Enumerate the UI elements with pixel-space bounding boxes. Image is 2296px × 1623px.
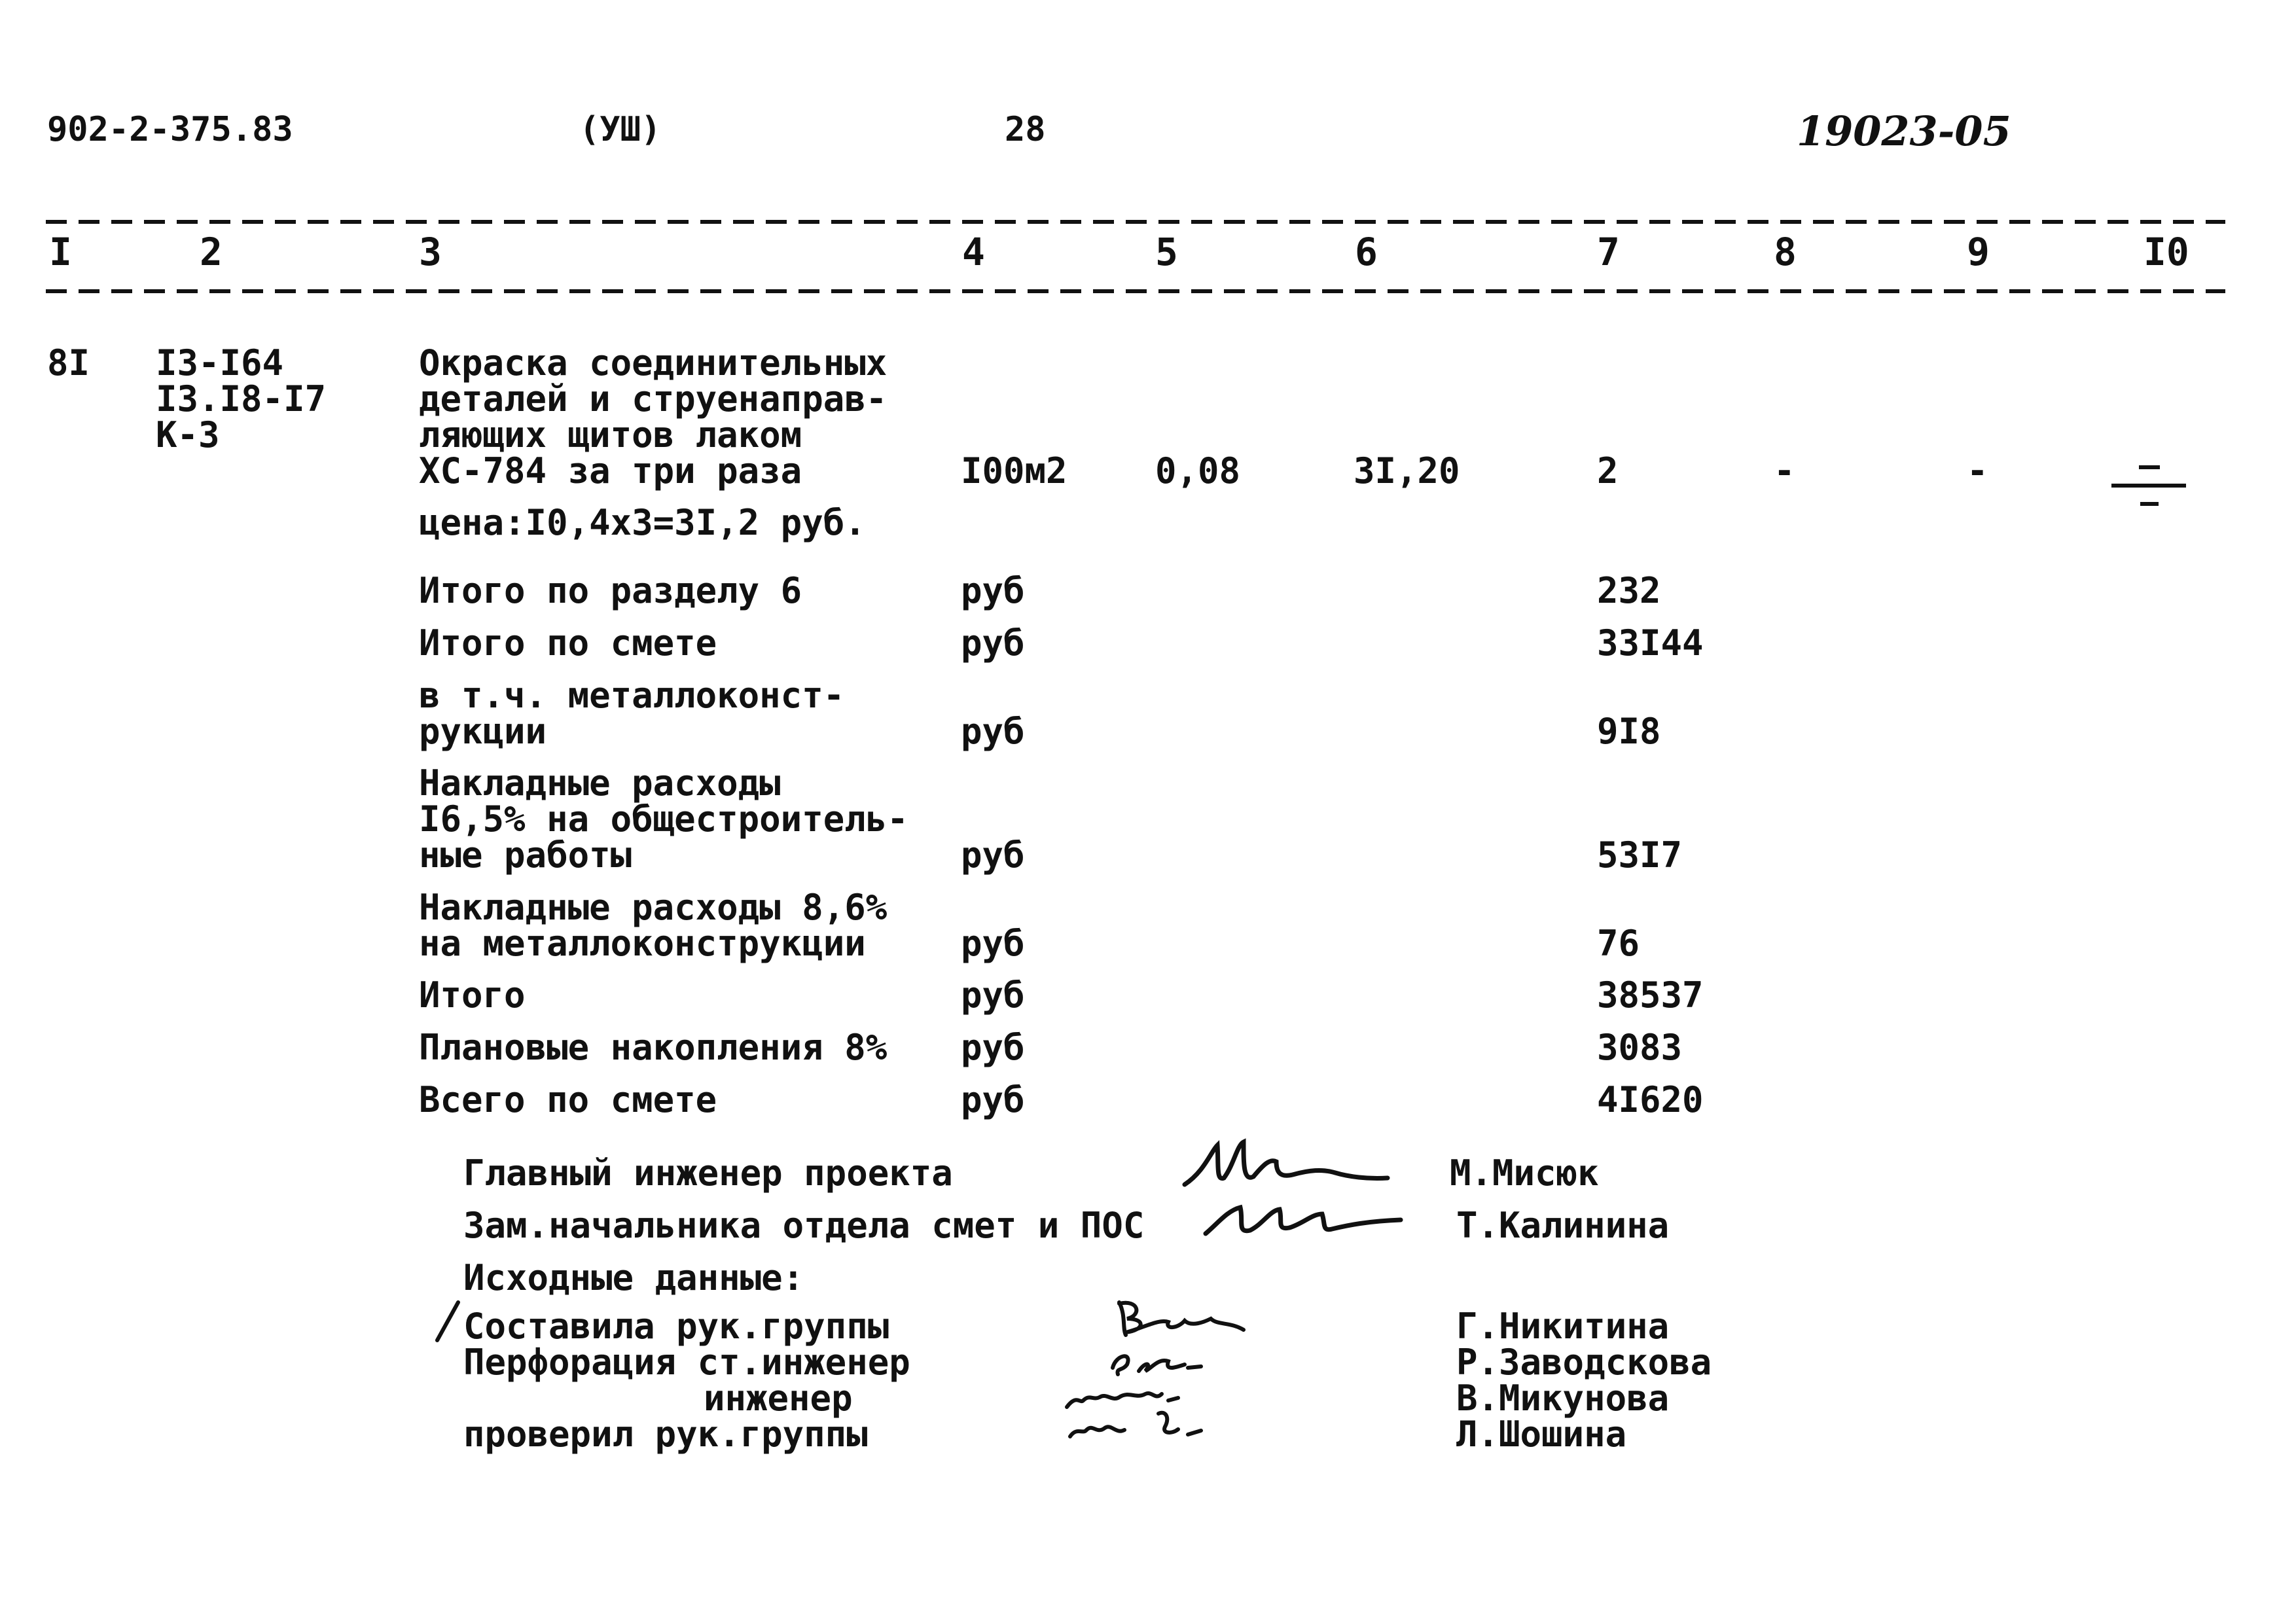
summary-planned-savings-value: 3083 <box>1597 1027 1683 1068</box>
summary-overhead-metal-value: 76 <box>1597 923 1640 964</box>
summary-overhead-general-line-3: ные работы <box>419 834 632 876</box>
row-column-9: - <box>1967 450 1988 491</box>
summary-section-total-value: 232 <box>1597 570 1661 611</box>
row-code-2: I3.I8-I7 <box>156 378 327 419</box>
deputy-head-signature <box>1198 1185 1407 1250</box>
chief-engineer-name: М.Мисюк <box>1450 1152 1599 1194</box>
row-description-line-3: ляющих щитов лаком <box>419 414 802 455</box>
perforation-title: Перфорация ст.инженер <box>463 1342 910 1383</box>
source-data-label: Исходные данные: <box>463 1257 804 1298</box>
column-header-7: 7 <box>1597 230 1620 274</box>
summary-estimate-total-unit: руб <box>961 622 1025 664</box>
summary-planned-savings-label: Плановые накопления 8% <box>419 1027 888 1068</box>
margin-slash-mark <box>432 1298 465 1344</box>
deputy-head-title: Зам.начальника отдела смет и ПОС <box>463 1205 1145 1246</box>
summary-overhead-metal-unit: руб <box>961 923 1025 964</box>
column-header-10: I0 <box>2144 230 2189 274</box>
column-header-2: 2 <box>200 230 223 274</box>
division-mark-icon <box>2108 458 2193 510</box>
summary-section-total-label: Итого по разделу 6 <box>419 570 802 611</box>
column-header-3: 3 <box>419 230 442 274</box>
summary-overhead-general-value: 53I7 <box>1597 834 1683 876</box>
summary-grand-total-label: Всего по смете <box>419 1079 717 1120</box>
summary-estimate-total-value: 33I44 <box>1597 622 1704 664</box>
summary-overhead-metal-line-2: на металлоконструкции <box>419 923 866 964</box>
summary-overhead-general-line-2: I6,5% на общестроитель- <box>419 798 908 840</box>
summary-metal-unit: руб <box>961 711 1025 752</box>
deputy-head-name: Т.Калинина <box>1456 1205 1670 1246</box>
column-header-9: 9 <box>1967 230 1990 274</box>
row-price: 3I,20 <box>1354 450 1460 491</box>
summary-estimate-total-label: Итого по смете <box>419 622 717 664</box>
checked-by-name: Л.Шошина <box>1456 1414 1627 1455</box>
summary-overhead-general-unit: руб <box>961 834 1025 876</box>
column-header-6: 6 <box>1355 230 1378 274</box>
summary-overhead-metal-line-1: Накладные расходы 8,6% <box>419 887 888 928</box>
summary-overhead-general-line-1: Накладные расходы <box>419 762 781 804</box>
column-header-5: 5 <box>1155 230 1178 274</box>
row-code-3: К-3 <box>156 414 220 455</box>
summary-grand-total-value: 4I620 <box>1597 1079 1704 1120</box>
compiled-by-title: Составила рук.группы <box>463 1306 889 1347</box>
row-description-line-4: ХС-784 за три раза <box>419 450 802 491</box>
column-header-4: 4 <box>962 230 985 274</box>
row-number: 8I <box>47 342 90 383</box>
summary-metal-label-line-2: рукции <box>419 711 547 752</box>
compiled-by-name: Г.Никитина <box>1456 1306 1670 1347</box>
initials-signatures <box>1054 1289 1302 1453</box>
checked-by-title: проверил рук.группы <box>463 1414 868 1455</box>
table-top-rule <box>46 220 2225 224</box>
perforation-name: Р.Заводскова <box>1456 1342 1712 1383</box>
row-price-note: цена:I0,4х3=3I,2 руб. <box>419 502 866 543</box>
summary-subtotal-value: 38537 <box>1597 974 1704 1016</box>
summary-subtotal-unit: руб <box>961 974 1025 1016</box>
row-description-line-1: Окраска соединительных <box>419 342 888 383</box>
row-column-8: - <box>1774 450 1795 491</box>
page-number: 28 <box>1005 110 1046 149</box>
row-quantity: 0,08 <box>1155 450 1241 491</box>
summary-grand-total-unit: руб <box>961 1079 1025 1120</box>
summary-planned-savings-unit: руб <box>961 1027 1025 1068</box>
volume-label: (УШ) <box>579 110 662 149</box>
row-unit: I00м2 <box>961 450 1067 491</box>
engineer-title: инженер <box>704 1378 853 1419</box>
column-header-8: 8 <box>1774 230 1797 274</box>
row-cost: 2 <box>1597 450 1619 491</box>
document-code: 902-2-375.83 <box>47 110 293 149</box>
table-header-bottom-rule <box>46 289 2225 293</box>
row-description-line-2: деталей и струенаправ- <box>419 378 888 419</box>
summary-metal-label-line-1: в т.ч. металлоконст- <box>419 675 845 716</box>
engineer-name: В.Микунова <box>1456 1378 1670 1419</box>
row-code-1: I3-I64 <box>156 342 284 383</box>
column-header-1: I <box>49 230 72 274</box>
summary-metal-value: 9I8 <box>1597 711 1661 752</box>
summary-section-total-unit: руб <box>961 570 1025 611</box>
order-number: 19023-05 <box>1797 107 2011 155</box>
chief-engineer-title: Главный инженер проекта <box>463 1152 953 1194</box>
summary-subtotal-label: Итого <box>419 974 526 1016</box>
